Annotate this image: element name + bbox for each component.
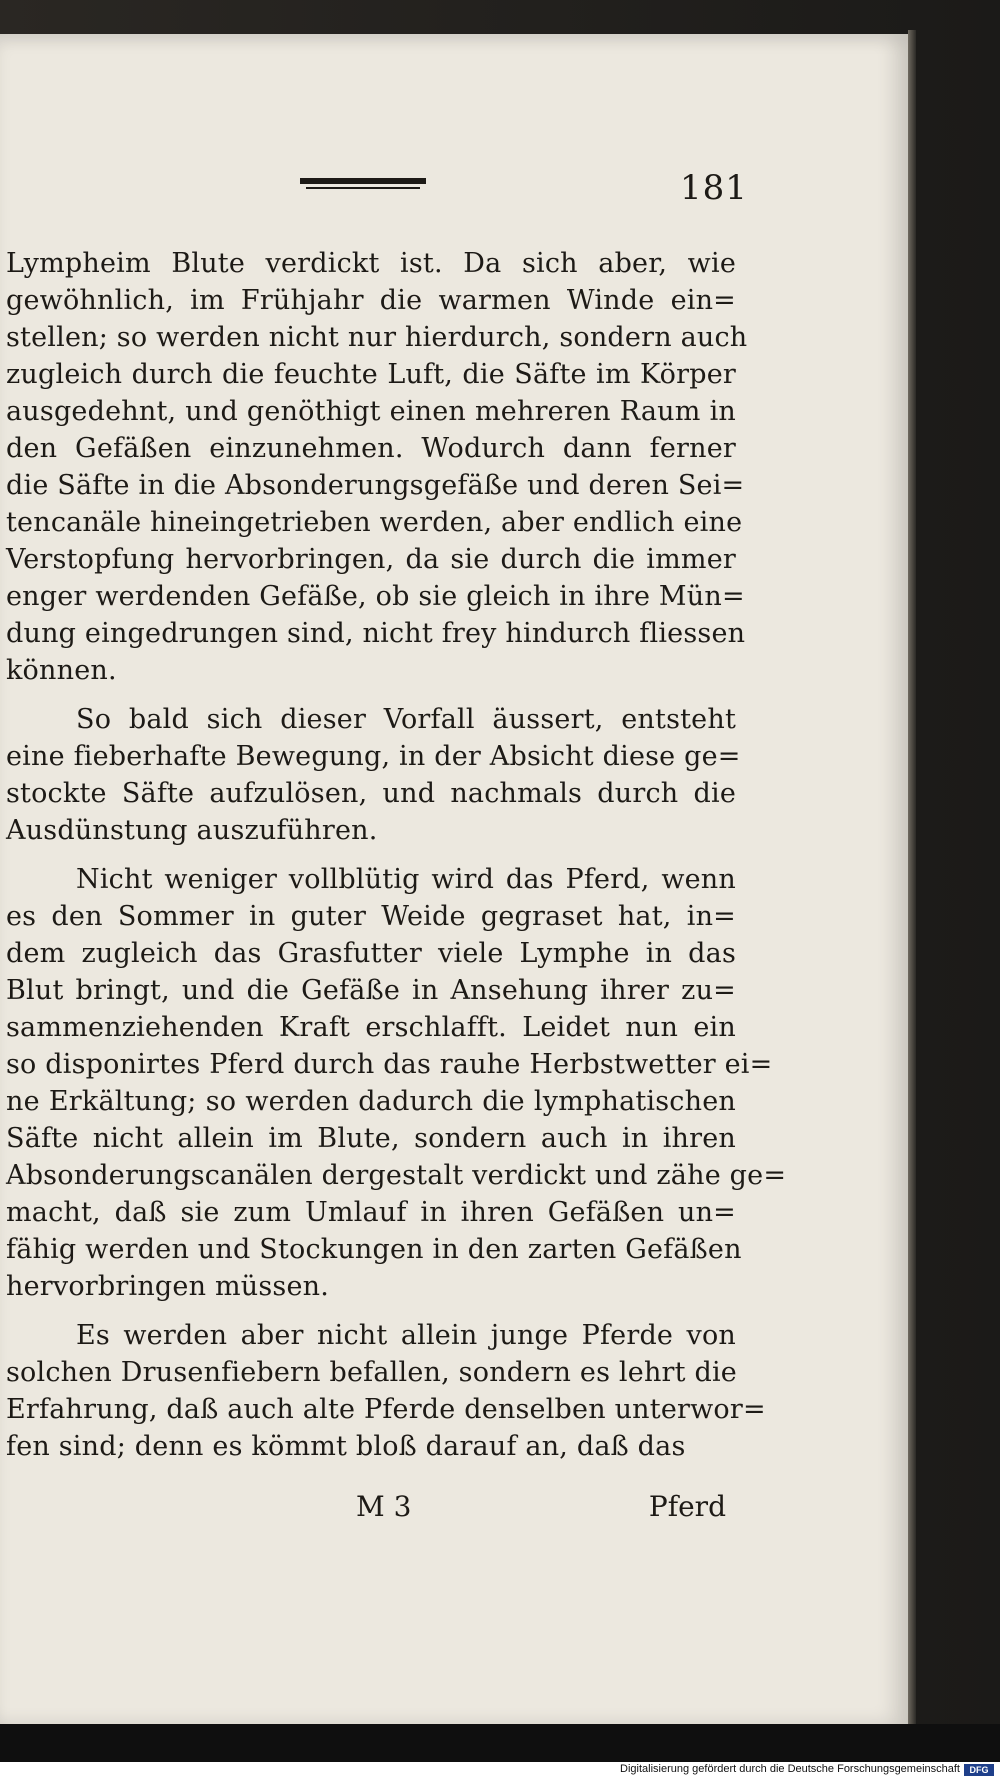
text-line: es den Sommer in guter Weide gegraset hat, in= [6,901,736,932]
text-line: fen sind; denn es kömmt bloß darauf an, daß das [6,1431,686,1462]
text-line: gewöhnlich, im Frühjahr die warmen Winde ein= [6,285,736,316]
text-line: So bald sich dieser Vorfall äussert, entsteht [76,704,736,735]
text-line: Säfte nicht allein im Blute, sondern auch in ihren [6,1123,736,1154]
text-line: Blut bringt, und die Gefäße in Ansehung ihrer zu= [6,975,736,1006]
text-line: hervorbringen müssen. [6,1271,329,1302]
text-line: ausgedehnt, und genöthigt einen mehreren Raum in [6,396,736,427]
text-line: Ausdünstung auszuführen. [6,815,378,846]
text-line: Lympheim Blute verdickt ist. Da sich aber, wie [6,248,736,279]
text-line: Verstopfung hervorbringen, da sie durch die immer [6,544,736,575]
text-line: können. [6,655,117,686]
text-line: macht, daß sie zum Umlauf in ihren Gefäßen un= [6,1197,736,1228]
text-line: die Säfte in die Absonderungsgefäße und deren Sei= [6,470,745,501]
text-line: Es werden aber nicht allein junge Pferde von [76,1320,736,1351]
body-text [6,245,787,1465]
page-edge [908,30,916,1730]
text-line: zugleich durch die feuchte Luft, die Säfte im Körper [6,359,736,390]
text-line: enger werdenden Gefäße, ob sie gleich in ihre Mün= [6,581,745,612]
header-rule-thick [300,178,426,184]
page-foot [356,1490,726,1530]
text-line: eine fieberhafte Bewegung, in der Absicht diese ge= [6,741,741,772]
header-rule-thin [306,187,420,189]
text-line: solchen Drusenfiebern befallen, sondern es lehrt die [6,1357,737,1388]
catchword: Pferd [648,1490,726,1523]
text-line: dem zugleich das Grasfutter viele Lymphe in das [6,938,736,969]
dfg-logo: DFG [964,1764,994,1776]
text-line: stockte Säfte aufzulösen, und nachmals durch die [6,778,736,809]
paragraph-gap [6,849,736,861]
text-line: tencanäle hineingetrieben werden, aber endlich eine [6,507,743,538]
text-line: sammenziehenden Kraft erschlafft. Leidet nun ein [6,1012,736,1043]
page-number: 181 [680,168,748,208]
funding-note: Digitalisierung gefördert durch die Deutsche Forschungsgemeinschaft [620,1763,960,1775]
paragraph-gap [6,1305,736,1317]
signature-mark: M 3 [356,1490,412,1523]
text-line: fähig werden und Stockungen in den zarten Gefäßen [6,1234,742,1265]
text-line: ne Erkältung; so werden dadurch die lymphatischen [6,1086,736,1117]
text-line: den Gefäßen einzunehmen. Wodurch dann ferner [6,433,736,464]
text-line: Absonderungscanälen dergestalt verdickt und zähe ge= [6,1160,787,1191]
text-line: so disponirtes Pferd durch das rauhe Herbstwetter ei= [6,1049,773,1080]
text-line: dung eingedrungen sind, nicht frey hindurch fliessen [6,618,746,649]
text-line: Nicht weniger vollblütig wird das Pferd, wenn [76,864,736,895]
text-line: Erfahrung, daß auch alte Pferde denselben unterwor= [6,1394,766,1425]
scan-bottom-strip [0,1724,1000,1762]
paragraph-gap [6,689,736,701]
header-ornament-rule [300,178,426,190]
text-line: stellen; so werden nicht nur hierdurch, sondern auch [6,322,748,353]
